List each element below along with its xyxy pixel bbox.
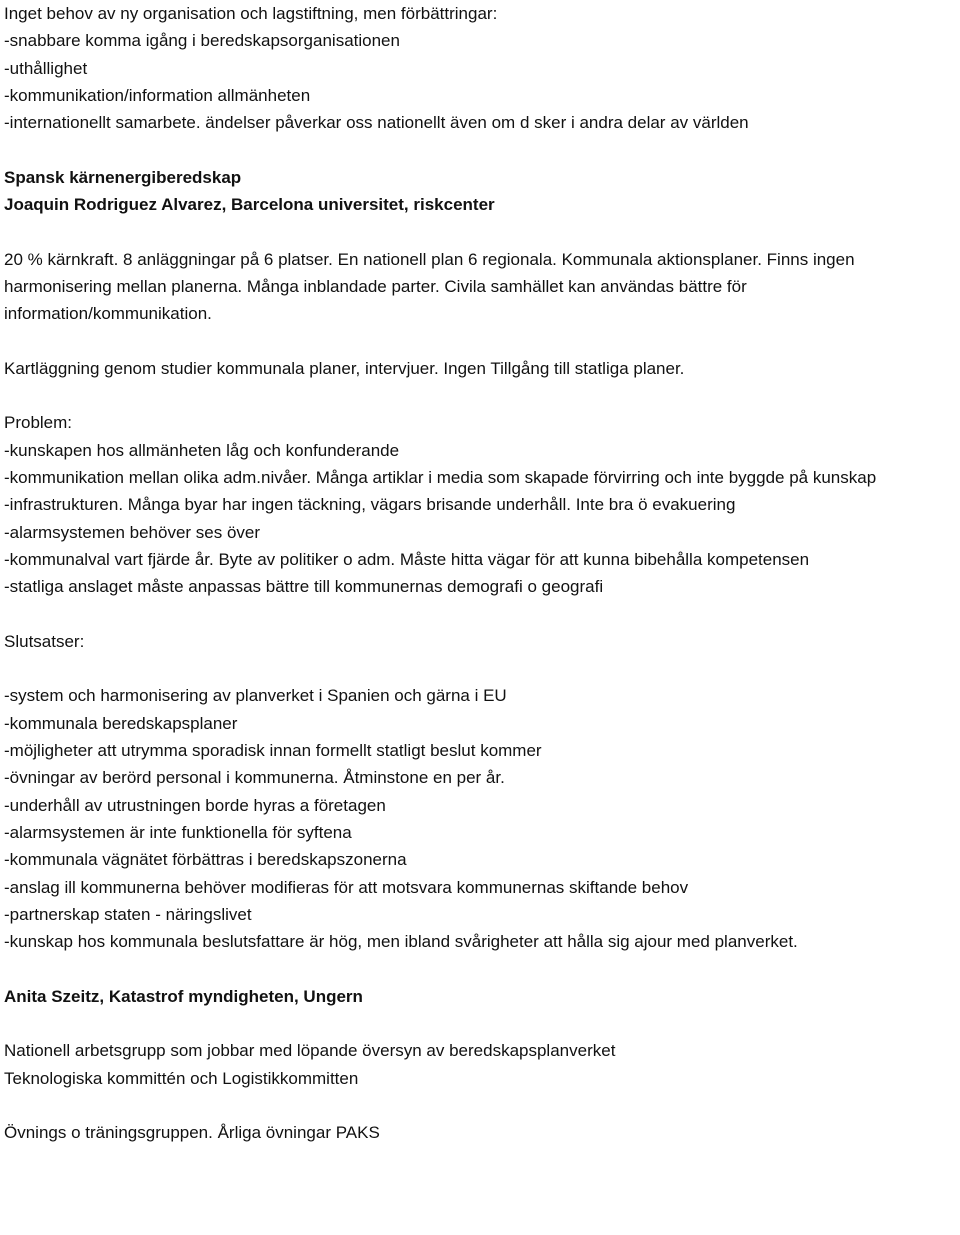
spacer [4,382,956,409]
list-item: -statliga anslaget måste anpassas bättre till kommunernas demografi o geografi [4,577,604,597]
intro-line: -snabbare komma igång i beredskapsorganisationen [4,31,400,51]
list-item: -kommunalval vart fjärde år. Byte av politiker o adm. Måste hitta vägar för att kunna bibehålla kompetensen [4,549,810,569]
spacer [4,601,956,628]
intro-line: -uthållighet [4,58,88,78]
list-item: -partnerskap staten - näringslivet [4,904,252,924]
intro-line: -kommunikation/information allmänheten [4,85,311,105]
spacer [4,1092,956,1119]
spacer [4,955,956,982]
spacer [4,1010,956,1037]
paragraph-line: Nationell arbetsgrupp som jobbar med löpande översyn av beredskapsplanverket [4,1041,616,1061]
intro-line: Inget behov av ny organisation och lagstiftning, men förbättringar: [4,4,498,23]
list-item: -kommunala beredskapsplaner [4,713,238,733]
spain-section [4,164,956,956]
intro-line: -internationellt samarbete. ändelser påverkar oss nationellt även om d sker i andra delar av världen [4,113,749,133]
speaker-name: Joaquin Rodriguez Alvarez, Barcelona universitet, riskcenter [4,195,495,215]
document-page [4,0,956,1146]
paragraph: Kartläggning genom studier kommunala planer, intervjuer. Ingen Tillgång till statliga planer. [4,358,685,378]
conclusions-list [4,682,956,955]
spacer [4,328,956,355]
list-item: -alarmsystemen behöver ses över [4,522,261,542]
list-item: -kunskapen hos allmänheten låg och konfunderande [4,440,400,460]
section-title: Spansk kärnenergiberedskap [4,167,242,187]
list-item: -möjligheter att utrymma sporadisk innan formellt statligt beslut kommer [4,741,542,761]
paragraph-line: Övnings o träningsgruppen. Årliga övningar PAKS [4,1123,380,1143]
list-item: -anslag ill kommunerna behöver modifieras för att motsvara kommunernas skiftande behov [4,877,689,897]
list-item: -system och harmonisering av planverket i Spanien och gärna i EU [4,686,507,706]
spacer [4,218,956,245]
spacer [4,655,956,682]
spacer [4,136,956,163]
conclusions-heading: Slutsatser: [4,631,85,651]
intro-section [4,0,956,136]
paragraph-line: Teknologiska kommittén och Logistikkommitten [4,1068,359,1088]
paragraph: 20 % kärnkraft. 8 anläggningar på 6 platser. En nationell plan 6 regionala. Kommunala aktionsplaner. Finns ingen harmonisering mellan planerna. Många inblandade parter. Civila samhället kan användas bättre för information/kommunikation. [4,249,855,324]
list-item: -kunskap hos kommunala beslutsfattare är hög, men ibland svårigheter att hålla sig ajour med planverket. [4,932,798,952]
list-item: -övningar av berörd personal i kommunerna. Åtminstone en per år. [4,768,505,788]
problem-list [4,437,956,601]
hungary-section [4,983,956,1147]
list-item: -underhåll av utrustningen borde hyras a företagen [4,795,386,815]
problem-heading: Problem: [4,413,73,433]
list-item: -kommunala vägnätet förbättras i beredskapszonerna [4,850,407,870]
list-item: -alarmsystemen är inte funktionella för syftena [4,822,352,842]
list-item: -kommunikation mellan olika adm.nivåer. Många artiklar i media som skapade förvirring och inte byggde på kunskap [4,468,877,488]
speaker-name: Anita Szeitz, Katastrof myndigheten, Ungern [4,986,363,1006]
list-item: -infrastrukturen. Många byar har ingen täckning, vägars brisande underhåll. Inte bra ö evakuering [4,495,736,515]
